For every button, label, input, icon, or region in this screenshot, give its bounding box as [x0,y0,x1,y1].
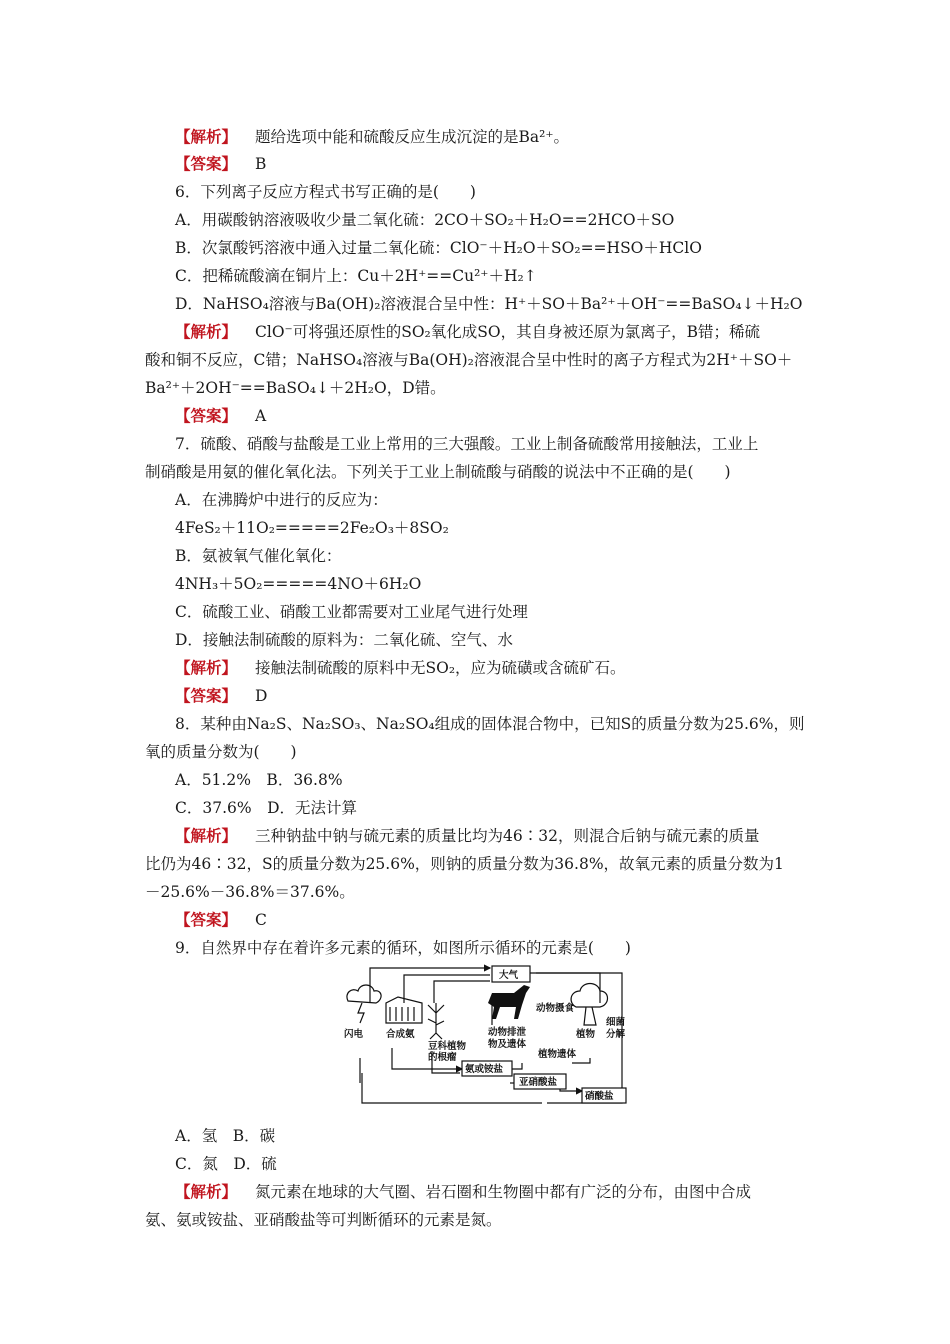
line-text: D [255,687,268,705]
text-line [175,180,476,202]
line-text: C．37.6% D．无法计算 [175,799,358,817]
text-line [175,684,267,706]
excretion-label-2: 物及遗体 [488,1039,527,1050]
legume-label-1: 豆科植物 [428,1041,467,1052]
text-line [175,152,266,174]
text-line [175,908,267,930]
section-tag: 【答案】 [175,686,238,705]
line-text: 4NH₃＋5O₂=====4NO＋6H₂O [175,575,422,593]
plant-label: 植物 [576,1029,596,1040]
line-text: 三种钠盐中钠与硫元素的质量比均为46∶32，则混合后钠与硫元素的质量 [255,827,760,845]
line-text: B [255,155,267,173]
excretion-label-1: 动物排泄 [488,1027,527,1038]
section-tag: 【答案】 [175,154,238,173]
line-text: 6．下列离子反应方程式书写正确的是( ) [175,183,476,201]
text-line [175,796,357,818]
line-text: 比仍为46∶32，S的质量分数为25.6%，则钠的质量分数为36.8%，故氧元素的质量分数为1 [145,855,784,873]
text-line [145,460,731,482]
section-tag: 【答案】 [175,910,238,929]
text-line [175,768,343,790]
text-line [145,852,784,874]
text-line [175,125,569,147]
section-tag: 【解析】 [175,322,238,341]
nitrogen-cycle-diagram [342,963,630,1108]
tree-icon [571,984,607,1026]
line-text: D．NaHSO₄溶液与Ba(OH)₂溶液混合呈中性：H⁺＋SO＋Ba²⁺＋OH⁻==BaSO₄↓＋H₂O [175,295,803,313]
synthetic-ammonia-label: 合成氨 [386,1029,415,1040]
line-text: 9．自然界中存在着许多元素的循环，如图所示循环的元素是( ) [175,939,631,957]
text-line [175,236,702,258]
text-line [145,376,446,398]
text-line [145,348,792,370]
legume-root-icon [428,1003,444,1039]
nitrite-label: 亚硝酸盐 [519,1077,558,1088]
text-line [175,1124,275,1146]
line-text: Ba²⁺＋2OH⁻==BaSO₄↓＋2H₂O，D错。 [145,379,446,397]
horse-icon [488,985,530,1019]
line-text: A [255,407,267,425]
line-text: B．氨被氧气催化氧化： [175,547,342,565]
line-text: 氧的质量分数为( ) [145,743,297,761]
section-tag: 【解析】 [175,658,238,677]
animal-eat-label: 动物摄食 [536,1003,575,1014]
lightning-cloud-icon [347,985,381,1023]
section-tag: 【解析】 [175,826,238,845]
line-text: 4FeS₂＋11O₂=====2Fe₂O₃＋8SO₂ [175,519,449,537]
text-line [145,1208,502,1230]
bacteria-label-2: 分解 [606,1029,626,1040]
text-line [175,572,421,594]
line-text: 氮元素在地球的大气圈、岩石圈和生物圈中都有广泛的分布，由图中合成 [255,1183,752,1201]
text-line [175,488,388,510]
lightning-label: 闪电 [344,1029,364,1040]
text-line [175,264,537,286]
ammonia-salt-label: 氨或铵盐 [465,1064,504,1075]
text-line [175,628,513,650]
line-text: C．氮 D．硫 [175,1155,277,1173]
section-tag: 【解析】 [175,1182,238,1201]
line-text: 接触法制硫酸的原料中无SO₂，应为硫磺或含硫矿石。 [255,659,626,677]
line-text: 制硝酸是用氨的催化氧化法。下列关于工业上制硫酸与硝酸的说法中不正确的是( ) [145,463,731,481]
line-text: 7．硫酸、硝酸与盐酸是工业上常用的三大强酸。工业上制备硫酸常用接触法，工业上 [175,435,759,453]
text-line [175,432,758,454]
bacteria-label-1: 细菌 [606,1017,626,1028]
text-line [175,600,528,622]
text-line [175,656,626,678]
text-line [175,544,341,566]
text-line [175,292,802,314]
line-text: A．用碳酸钠溶液吸收少量二氧化硫：2CO＋SO₂＋H₂O==2HCO＋SO [175,211,675,229]
text-line [175,516,449,538]
text-line [175,1152,277,1174]
line-text: A．氢 B．碳 [175,1127,276,1145]
nitrate-label: 硝酸盐 [585,1091,614,1102]
line-text: D．接触法制硫酸的原料为：二氧化硫、空气、水 [175,631,513,649]
legume-label-2: 的根瘤 [428,1052,457,1063]
line-text: －25.6%－36.8%＝37.6%。 [145,883,355,901]
line-text: C [255,911,267,929]
line-text: 题给选项中能和硫酸反应生成沉淀的是Ba²⁺。 [255,128,570,146]
text-line [175,712,804,734]
section-tag: 【答案】 [175,406,238,425]
plant-remains-label: 植物遗体 [538,1049,577,1060]
line-text: C．把稀硫酸滴在铜片上：Cu＋2H⁺==Cu²⁺＋H₂↑ [175,267,537,285]
atmosphere-label: 大气 [499,970,519,981]
text-line [145,740,297,762]
line-text: ClO⁻可将强还原性的SO₂氧化成SO，其自身被还原为氯离子，B错；稀硫 [255,323,760,341]
line-text: 酸和铜不反应，C错；NaHSO₄溶液与Ba(OH)₂溶液混合呈中性时的离子方程式为2H⁺＋SO＋ [145,351,793,369]
text-line [175,936,631,958]
section-tag: 【解析】 [175,127,238,146]
text-line [175,320,760,342]
text-line [145,880,355,902]
line-text: B．次氯酸钙溶液中通入过量二氧化硫：ClO⁻＋H₂O＋SO₂==HSO＋HClO [175,239,702,257]
line-text: A．51.2% B．36.8% [175,771,343,789]
text-line [175,208,674,230]
line-text: 8．某种由Na₂S、Na₂SO₃、Na₂SO₄组成的固体混合物中，已知S的质量分数为25.6%，则 [175,715,805,733]
line-text: A．在沸腾炉中进行的反应为： [175,491,388,509]
text-line [175,824,759,846]
text-line [175,404,266,426]
line-text: C．硫酸工业、硝酸工业都需要对工业尾气进行处理 [175,603,528,621]
line-text: 氨、氨或铵盐、亚硝酸盐等可判断循环的元素是氮。 [145,1211,502,1229]
text-line [175,1180,751,1202]
